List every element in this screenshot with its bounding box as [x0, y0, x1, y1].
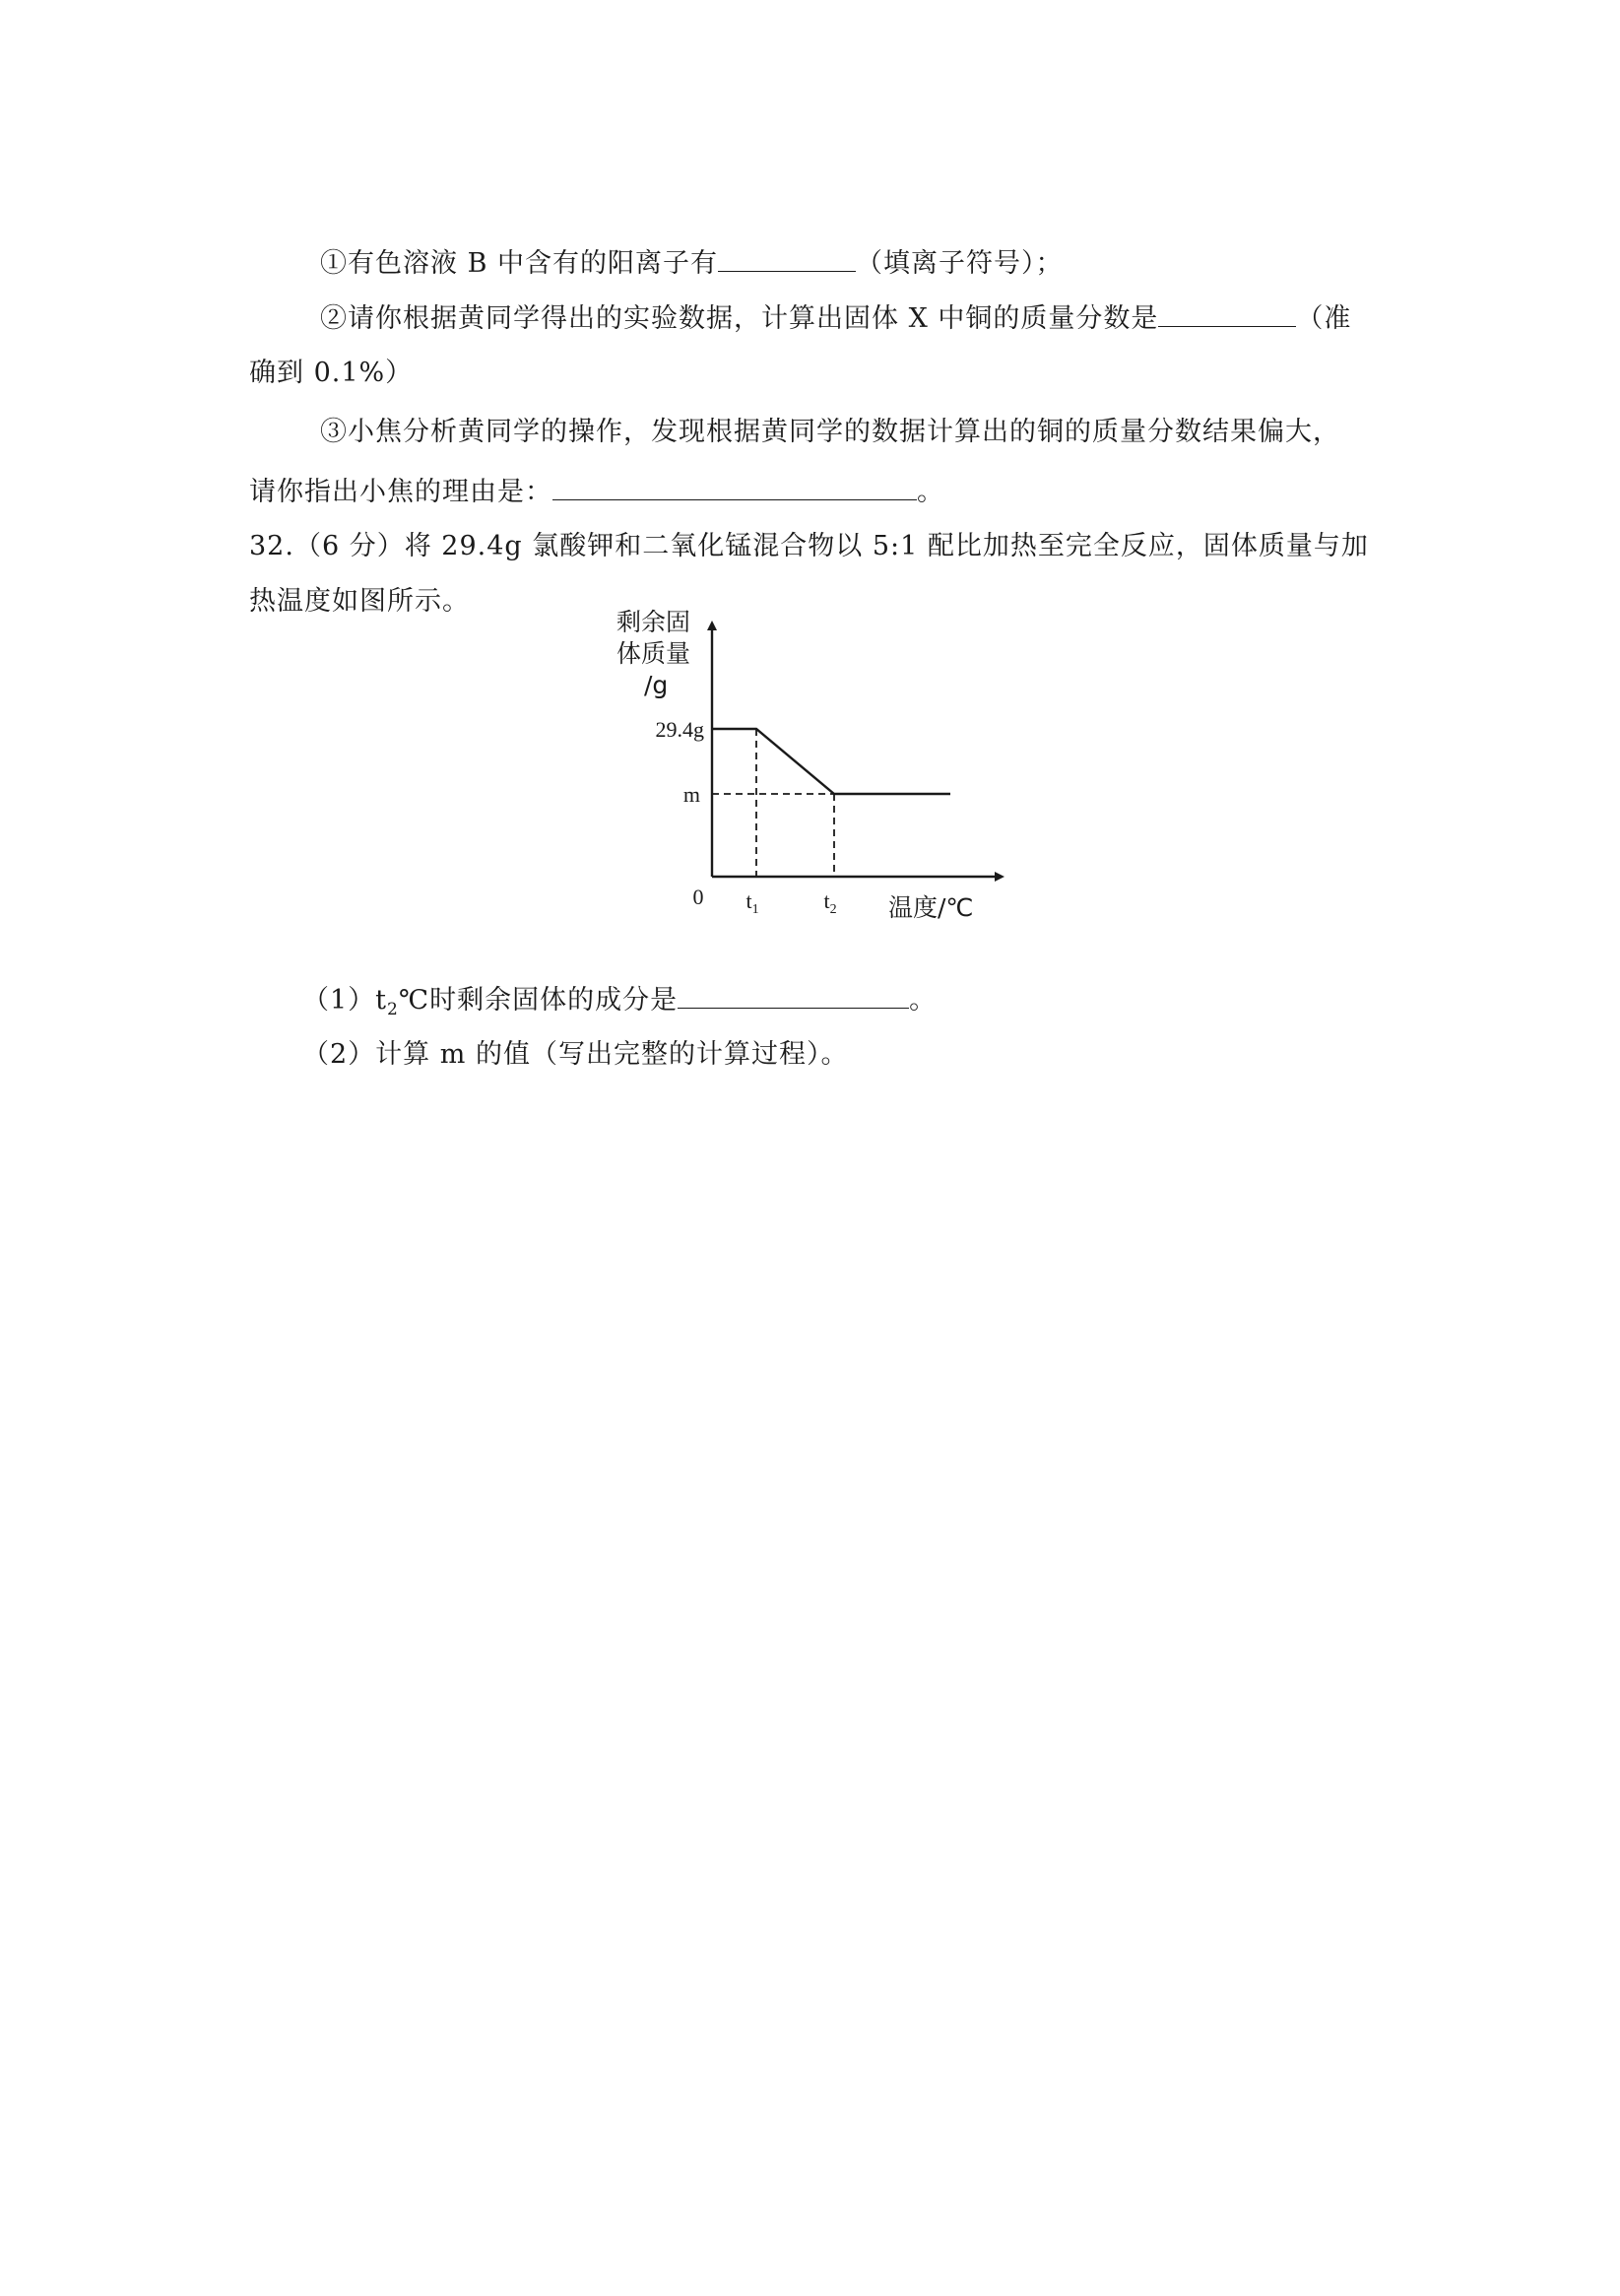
- q32-sub1: [302, 982, 937, 1027]
- q31-item2-prefix: ②请你根据黄同学得出的实验数据，计算出固体 X 中铜的质量分数是: [320, 303, 1159, 334]
- mass-temperature-chart: [601, 601, 1014, 926]
- q31-item1-answer-blank[interactable]: [718, 245, 856, 272]
- y-axis-label-line-2: 体质量: [616, 639, 691, 668]
- y-tick-label-29-4g: 29.4g: [655, 717, 704, 742]
- q31-item3-line1: ③小焦分析黄同学的操作，发现根据黄同学的数据计算出的铜的质量分数结果偏大，: [320, 417, 1340, 447]
- q31-item3-answer-blank[interactable]: [552, 474, 917, 500]
- origin-label: 0: [692, 885, 704, 909]
- q32-stem-line1: 32.（6 分）将 29.4g 氯酸钾和二氧化锰混合物以 5:1 配比加热至完全反应，固体质量与加: [249, 531, 1369, 561]
- q32-sub1-subscript: 2: [387, 1000, 399, 1019]
- series-line-solid-mass: [712, 729, 950, 794]
- y-axis-label-line-3: /g: [644, 671, 669, 699]
- q32-sub1-answer-blank[interactable]: [678, 982, 909, 1009]
- q31-item3-line2: [249, 474, 944, 510]
- y-tick-label-m: m: [682, 782, 700, 807]
- q31-item1: [320, 245, 1064, 282]
- q32-sub1-suffix: 。: [909, 985, 938, 1016]
- q31-item2-continued: 确到 0.1%）: [249, 358, 414, 388]
- y-axis-label-line-1: 剩余固: [616, 608, 691, 636]
- x-tick-label-t2: $t_2$: [823, 888, 837, 917]
- q31-item2: [320, 300, 1351, 337]
- x-tick-label-t1: $t_1$: [745, 888, 759, 917]
- q31-item3-prefix: 请你指出小焦的理由是：: [249, 477, 552, 507]
- q31-item2-answer-blank[interactable]: [1158, 300, 1296, 327]
- q32-sub2: （2）计算 m 的值（写出完整的计算过程）。: [302, 1039, 849, 1070]
- q32-sub1-prefix: （1）t: [302, 985, 388, 1016]
- q32-sub1-mid: ℃时剩余固体的成分是: [398, 985, 679, 1016]
- q31-item1-prefix: ①有色溶液 B 中含有的阳离子有: [320, 248, 719, 279]
- q31-item3-suffix: 。: [917, 477, 944, 507]
- q31-item1-suffix: （填离子符号）；: [856, 248, 1064, 279]
- q32-stem-line2: 热温度如图所示。: [249, 586, 470, 617]
- chart-plot-area: [656, 625, 1001, 922]
- x-axis-label: 温度/℃: [888, 893, 974, 922]
- q31-item2-suffix: （准: [1296, 303, 1352, 334]
